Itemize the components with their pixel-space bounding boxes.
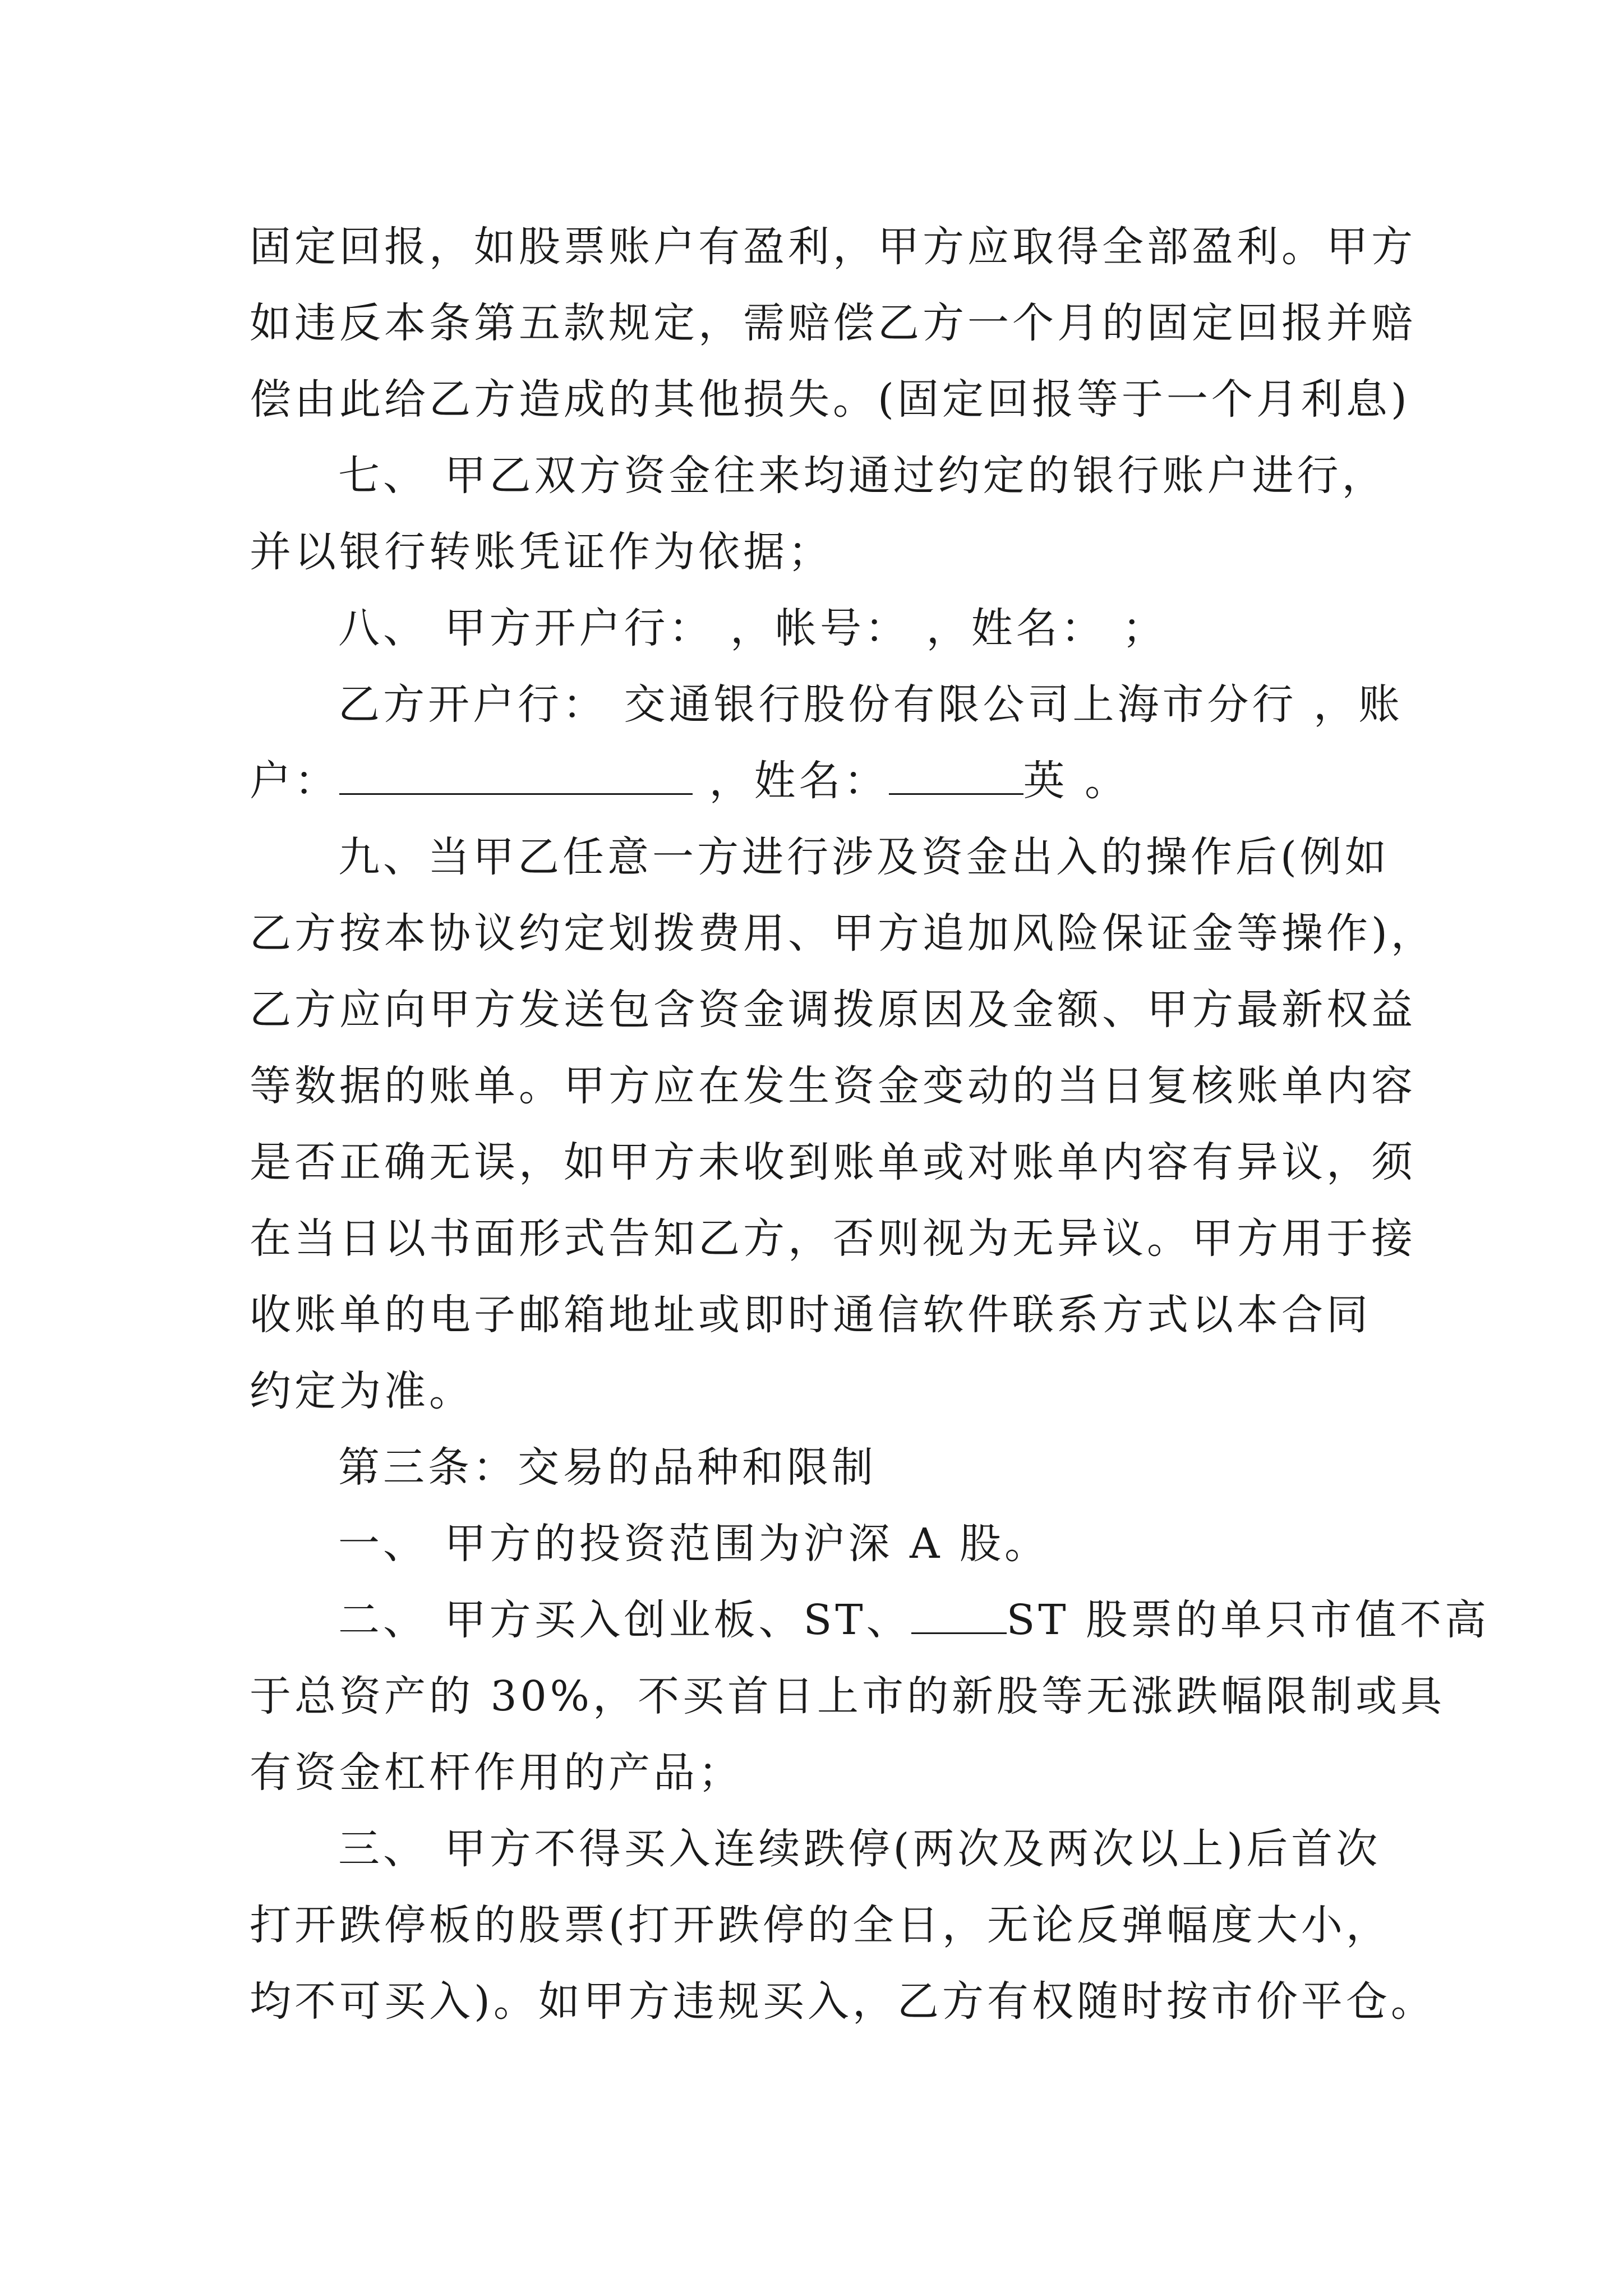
article-3-clause-3: 三、 甲方不得买入连续跌停(两次及两次以上)后首次: [338, 1825, 1381, 1873]
text-line: 收账单的电子邮箱地址或即时通信软件联系方式以本合同: [250, 1291, 1371, 1339]
text-line: 偿由此给乙方造成的其他损失。(固定回报等于一个月利息): [250, 375, 1410, 424]
clause-9-line: 九、当甲乙任意一方进行涉及资金出入的操作后(例如: [338, 833, 1390, 881]
text-line: 并以银行转账凭证作为依据；: [250, 528, 833, 576]
account-middle: ，姓名：: [693, 757, 889, 805]
text-line: 约定为准。: [250, 1367, 474, 1415]
st-prefix: 二、 甲方买入创业板、ST、: [338, 1596, 911, 1644]
text-line: 于总资产的 30%，不买首日上市的新股等无涨跌幅限制或具: [250, 1672, 1445, 1720]
text-line: 如违反本条第五款规定，需赔偿乙方一个月的固定回报并赔: [250, 299, 1416, 347]
text-line: 乙方应向甲方发送包含资金调拨原因及金额、甲方最新权益: [250, 986, 1416, 1034]
article-3-heading: 第三条：交易的品种和限制: [338, 1443, 877, 1492]
text-line: 打开跌停板的股票(打开跌停的全日，无论反弹幅度大小，: [250, 1901, 1391, 1949]
text-line: 乙方按本协议约定划拨费用、甲方追加风险保证金等操作)，: [250, 909, 1436, 958]
account-blank: [339, 758, 693, 795]
article-3-clause-1: 一、 甲方的投资范围为沪深 A 股。: [338, 1520, 1050, 1568]
name-blank: [889, 758, 1023, 795]
text-line: 等数据的账单。甲方应在发生资金变动的当日复核账单内容: [250, 1062, 1416, 1110]
text-line: 是否正确无误，如甲方未收到账单或对账单内容有异议，须: [250, 1138, 1416, 1186]
article-3-clause-2: [250, 1582, 1490, 1658]
clause-8-line: 八、 甲方开户行： ，帐号： ，姓名： ；: [338, 604, 1168, 652]
text-line: 有资金杠杆作用的产品；: [250, 1749, 743, 1797]
st-blank: [911, 1598, 1007, 1634]
text-line: 在当日以书面形式告知乙方，否则视为无异议。甲方用于接: [250, 1214, 1416, 1263]
account-line: [250, 743, 1394, 819]
st-suffix: ST 股票的单只市值不高: [1006, 1596, 1490, 1644]
text-line: 均不可买入)。如甲方违规买入，乙方有权随时按市价平仓。: [250, 1977, 1436, 2026]
account-prefix: 户：: [250, 757, 339, 805]
text-line: 固定回报，如股票账户有盈利，甲方应取得全部盈利。甲方: [250, 223, 1416, 271]
account-suffix: 英 。: [1023, 757, 1130, 805]
clause-7-line: 七、 甲乙双方资金往来均通过约定的银行账户进行，: [338, 452, 1387, 500]
contract-body: [250, 209, 1490, 2040]
party-b-bank-line: 乙方开户行： 交通银行股份有限公司上海市分行 ，账: [338, 680, 1404, 729]
